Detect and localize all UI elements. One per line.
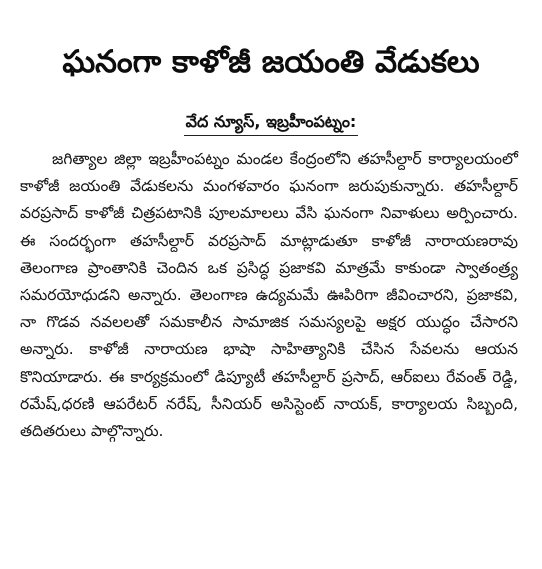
article-body: జగిత్యాల జిల్లా ఇబ్రహీంపట్నం మండల కేంద్రంలోని తహసీల్దార్ కార్యాలయంలో కాళోజీ జయంతి వేడుకలను మంగళవారం ఘనంగా జరుపుకున్నారు. తహసీల్దార్ వరప్రసాద్ కాళోజీ చిత్రపటానికి పూలమాలలు వేసి ఘనంగా నివాళులు అర్పించారు. ఈ సందర్భంగా తహసీల్దార్ వరప్రసాద్ మాట్లాడుతూ కాళోజీ నారాయణరావు తెలంగాణ ప్రాంతానికి చెందిన ఒక ప్రసిద్ధ ప్రజాకవి మాత్రమే కాకుండా స్వాతంత్ర్య సమరయోధుడని అన్నారు. తెలంగాణ ఉద్యమమే ఊపిరిగా జీవించారని, ప్రజాకవి, నా గొడవ నవలలతో సమకాలీన సామాజిక సమస్యలపై అక్షర యుద్ధం చేసారని అన్నారు. కాళోజీ నారాయణ భాషా సాహిత్యానికి చేసిన సేవలను ఆయన కొనియాడారు. ఈ కార్యక్రమంలో డిప్యూటీ తహసీల్దార్ ప్రసాద్, ఆర్ఐలు రేవంత్ రెడ్డి, రమేష్,ధరణి ఆపరేటర్ నరేష్, సీనియర్ అసిస్టెంట్ నాయక్, కార్యాలయ సిబ్బంది, తదితరులు పాల్గొన్నారు. xyxy=(20,150,518,441)
article-dateline-container xyxy=(0,110,542,136)
article-headline: ఘనంగా కాళోజీ జయంతి వేడుకలు xyxy=(62,44,480,80)
article-dateline: వేద న్యూస్, ఇబ్రహీంపట్నం: xyxy=(184,110,359,136)
